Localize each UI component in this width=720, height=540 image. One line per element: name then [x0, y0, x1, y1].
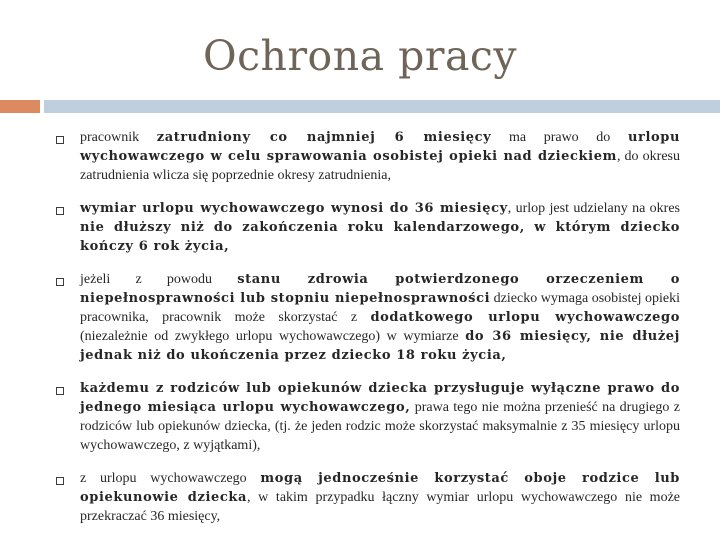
- square-bullet-icon: [56, 387, 64, 395]
- item-text: , w takim przypadku łączny wymiar urlopu wychowawczego nie może przekraczać 36 miesięcy,: [80, 490, 680, 524]
- item-text-bold: dodatkowego urlopu wychowawczego: [370, 310, 681, 325]
- item-text: jeżeli z powodu: [80, 272, 238, 287]
- square-bullet-icon: [56, 136, 64, 144]
- square-bullet-icon: [56, 278, 64, 286]
- item-text: , urlop jest udzielany na okres: [507, 201, 681, 216]
- list-item: [54, 469, 680, 526]
- item-text-bold: stanu zdrowia potwierdzonego orzeczeniem o niepełnosprawności lub stopniu niepełnosprawności: [80, 272, 680, 306]
- item-text: prawa tego nie można przenieść na drugiego z rodziców lub opiekunów dziecka, (tj. że jeden rodzic może skorzystać maksymalnie z 35 miesięcy urlopu wychowawczego, z wyjątkami),: [80, 400, 680, 453]
- square-bullet-icon: [56, 477, 64, 485]
- list-item: [54, 199, 680, 256]
- item-text: z urlopu wychowawczego: [80, 471, 261, 486]
- item-text-bold: zatrudniony co najmniej 6 miesięcy: [156, 130, 492, 145]
- item-text: dziecko wymaga osobistej opieki pracownika, pracownik może skorzystać z: [80, 291, 680, 325]
- accent-bar: [0, 100, 40, 113]
- item-text-bold: nie dłuższy niż do zakończenia roku kalendarzowego, w którym dziecko kończy 6 rok życia,: [80, 220, 680, 254]
- list-item: [54, 128, 680, 185]
- square-bullet-icon: [56, 207, 64, 215]
- item-text: pracownik: [80, 130, 157, 145]
- list-item: [54, 270, 680, 365]
- item-text: , do okresu zatrudnienia wlicza się poprzednie okresy zatrudnienia,: [80, 149, 681, 183]
- item-text: (niezależnie od zwykłego urlopu wychowawczego) w wymiarze: [80, 329, 466, 344]
- bullet-list: [54, 128, 680, 540]
- item-text-bold: mogą jednocześnie korzystać oboje rodzice lub opiekunowie dziecka: [80, 471, 680, 505]
- item-text: ma prawo do: [491, 130, 628, 145]
- item-text-bold: każdemu z rodziców lub opiekunów dziecka przysługuje wyłączne prawo do jednego miesiąca urlopu wychowawczego,: [80, 381, 680, 415]
- item-text-bold: do 36 miesięcy, nie dłużej jednak niż do ukończenia przez dziecko 18 roku życia,: [80, 329, 680, 363]
- list-item: [54, 379, 680, 455]
- item-text-bold: urlopu wychowawczego w celu sprawowania osobistej opieki nad dzieckiem: [80, 130, 681, 164]
- item-text-bold: wymiar urlopu wychowawczego wynosi do 36 miesięcy: [80, 201, 508, 216]
- slide-title: Ochrona pracy: [202, 32, 518, 80]
- title-divider-bar: [44, 100, 720, 113]
